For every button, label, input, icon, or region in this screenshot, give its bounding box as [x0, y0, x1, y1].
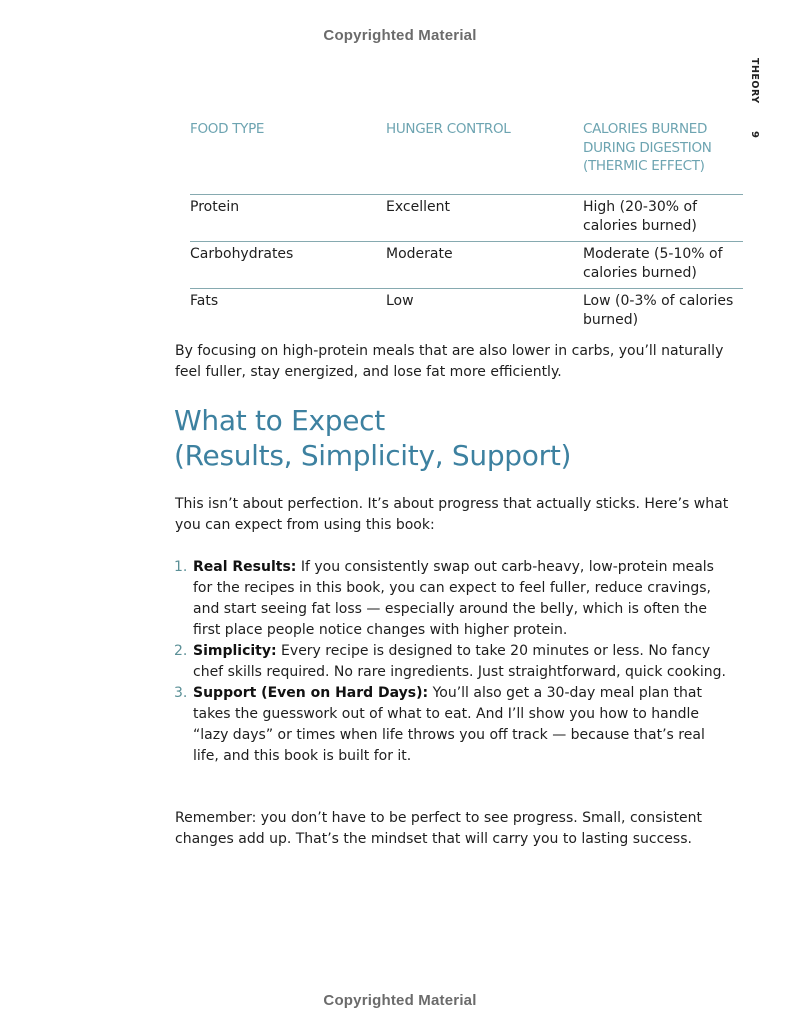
- running-head-section: THEORY: [749, 58, 760, 104]
- section-heading-line2: (Results, Simplicity, Support): [174, 439, 572, 472]
- list-item-text: You’ll also get a 30-day meal plan that takes the guesswork out of what to eat. And I’ll show you how to handle “lazy days” or times when life throws you off track — because that’s real life, and this book is built for it.: [193, 685, 705, 764]
- cell-hunger-control: Low: [386, 292, 414, 309]
- list-item-lead: Real Results:: [193, 559, 297, 575]
- cell-hunger-control: Moderate: [386, 241, 583, 288]
- cell-calories-burned: Low (0-3% of calories burned): [583, 292, 734, 328]
- table-header-row: [190, 120, 743, 194]
- list-item-lead: Simplicity:: [193, 643, 277, 659]
- cell-calories-burned: High (20-30% of calories burned): [583, 194, 743, 241]
- cell-food-type: Fats: [190, 292, 219, 309]
- column-header-food-type: FOOD TYPE: [190, 120, 386, 194]
- cell-food-type: Carbohydrates: [190, 241, 386, 288]
- intro-paragraph: By focusing on high-protein meals that are also lower in carbs, you’ll naturally feel fuller, stay energized, and lose fat more efficiently.: [175, 343, 724, 380]
- list-item-support: [174, 683, 734, 767]
- page-number: 9: [749, 131, 760, 138]
- food-type-comparison-table: [190, 120, 743, 335]
- expectations-list: [174, 557, 734, 767]
- closing-paragraph: Remember: you don’t have to be perfect to see progress. Small, consistent changes add up. That’s the mindset that will carry you to lasting success.: [175, 810, 703, 847]
- section-heading: [174, 403, 734, 473]
- copyright-watermark-bottom: Copyrighted Material: [323, 992, 477, 1009]
- table-row: [190, 194, 743, 241]
- list-item-lead: Support (Even on Hard Days):: [193, 685, 429, 701]
- table-row: [190, 241, 743, 288]
- copyright-watermark-top: Copyrighted Material: [323, 27, 477, 44]
- running-head: [745, 58, 775, 158]
- cell-hunger-control: Excellent: [386, 194, 583, 241]
- cell-food-type: Protein: [190, 194, 386, 241]
- expect-intro-paragraph: This isn’t about perfection. It’s about progress that actually sticks. Here’s what you can expect from using this book:: [175, 496, 729, 533]
- section-heading-line1: What to Expect: [174, 404, 385, 437]
- list-number: 3.: [174, 685, 188, 701]
- list-item-real-results: [174, 557, 734, 641]
- list-item-simplicity: [174, 641, 734, 683]
- list-number: 1.: [174, 559, 188, 575]
- table-row: [190, 288, 743, 335]
- cell-calories-burned: Moderate (5-10% of calories burned): [583, 241, 743, 288]
- list-item-text: If you consistently swap out carb-heavy, low-protein meals for the recipes in this book, you can expect to feel fuller, reduce cravings, and start seeing fat loss — especially around the belly, which is often the first place people notice changes with higher protein.: [193, 559, 714, 638]
- list-item-text: Every recipe is designed to take 20 minutes or less. No fancy chef skills required. No rare ingredients. Just straightforward, quick cooking.: [193, 643, 726, 680]
- column-header-calories-burned: CALORIES BURNED DURING DIGESTION (THERMIC EFFECT): [583, 120, 743, 194]
- list-number: 2.: [174, 643, 188, 659]
- column-header-hunger-control: HUNGER CONTROL: [386, 120, 583, 194]
